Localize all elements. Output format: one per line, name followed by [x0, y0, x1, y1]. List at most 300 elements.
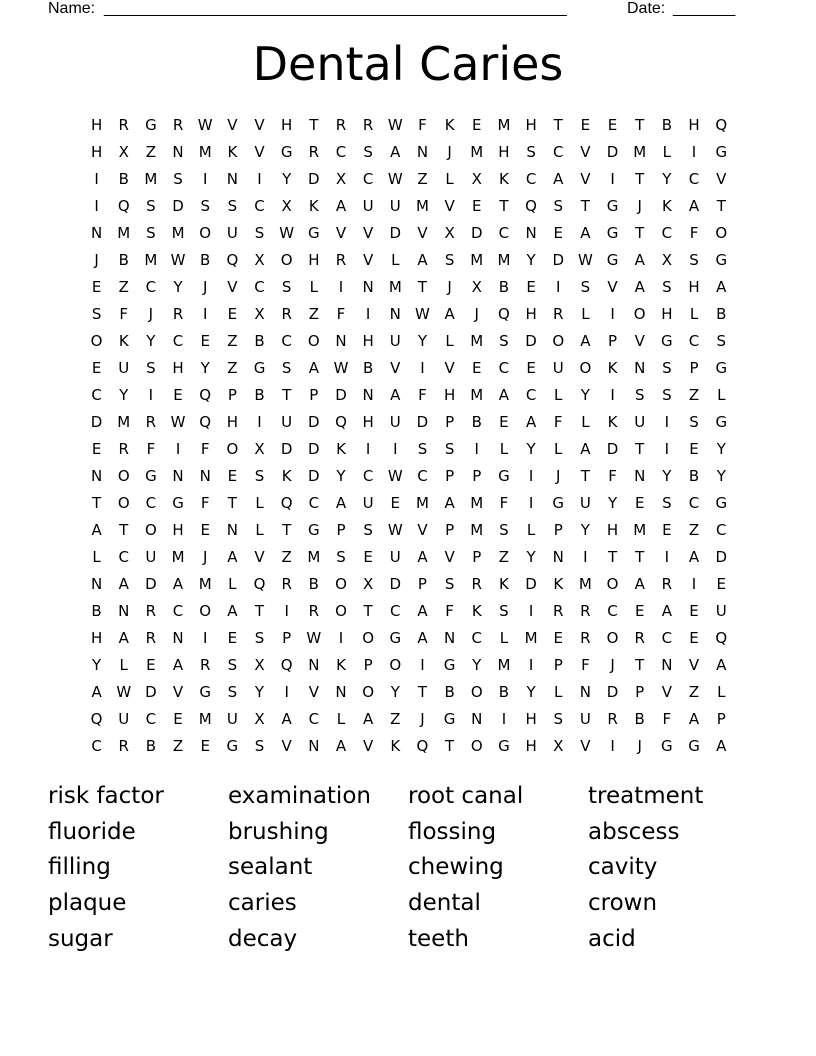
grid-letter[interactable]: O — [552, 332, 565, 350]
grid-letter[interactable]: B — [308, 575, 319, 593]
date-field-line[interactable]: _______ — [673, 0, 736, 17]
grid-letter[interactable]: L — [526, 521, 536, 539]
grid-letter[interactable]: I — [610, 170, 615, 188]
grid-letter[interactable]: G — [443, 656, 456, 674]
grid-letter[interactable]: A — [335, 737, 347, 755]
grid-letter[interactable]: V — [634, 332, 645, 350]
grid-letter[interactable]: F — [608, 467, 617, 485]
grid-letter[interactable]: M — [470, 143, 484, 161]
grid-letter[interactable]: X — [254, 440, 265, 458]
grid-letter[interactable]: R — [118, 440, 129, 458]
grid-letter[interactable]: N — [118, 602, 130, 620]
grid-letter[interactable]: I — [420, 359, 425, 377]
grid-letter[interactable]: D — [308, 440, 320, 458]
grid-letter[interactable]: D — [172, 197, 184, 215]
grid-letter[interactable]: O — [335, 575, 347, 593]
grid-letter[interactable]: G — [280, 143, 293, 161]
grid-letter[interactable]: X — [254, 251, 265, 269]
grid-letter[interactable]: Y — [254, 683, 265, 701]
grid-letter[interactable]: R — [118, 116, 129, 134]
grid-letter[interactable]: C — [471, 629, 482, 647]
grid-letter[interactable]: D — [90, 413, 103, 431]
grid-letter[interactable]: U — [389, 197, 401, 215]
grid-letter[interactable]: V — [688, 656, 700, 674]
grid-letter[interactable]: S — [336, 548, 346, 566]
grid-letter[interactable]: E — [173, 710, 183, 728]
grid-letter[interactable]: I — [338, 629, 344, 647]
grid-letter[interactable]: Y — [607, 494, 618, 512]
grid-letter[interactable]: S — [363, 521, 373, 539]
grid-letter[interactable]: S — [417, 440, 428, 458]
grid-letter[interactable]: V — [363, 737, 374, 755]
grid-letter[interactable]: W — [279, 224, 295, 242]
grid-letter[interactable]: C — [498, 359, 510, 377]
grid-letter[interactable]: O — [117, 494, 130, 512]
grid-letter[interactable]: W — [387, 170, 403, 188]
grid-letter[interactable]: R — [362, 116, 374, 134]
grid-letter[interactable]: C — [716, 521, 727, 539]
grid-letter[interactable]: M — [497, 116, 511, 134]
grid-letter[interactable]: R — [172, 116, 184, 134]
grid-letter[interactable]: S — [444, 251, 455, 269]
grid-letter[interactable]: F — [336, 305, 346, 323]
grid-letter[interactable]: E — [716, 575, 727, 593]
grid-letter[interactable]: O — [117, 467, 130, 485]
grid-letter[interactable]: R — [118, 737, 129, 755]
grid-letter[interactable]: R — [335, 116, 347, 134]
grid-letter[interactable]: S — [91, 305, 102, 323]
grid-letter[interactable]: N — [335, 683, 347, 701]
grid-letter[interactable]: Y — [662, 467, 672, 485]
grid-letter[interactable]: I — [202, 170, 208, 188]
grid-letter[interactable]: A — [118, 629, 129, 647]
grid-letter[interactable]: H — [362, 413, 374, 431]
grid-letter[interactable]: M — [171, 224, 185, 242]
grid-letter[interactable]: E — [526, 359, 536, 377]
grid-letter[interactable]: I — [501, 710, 507, 728]
grid-letter[interactable]: D — [416, 413, 429, 431]
grid-letter[interactable]: L — [119, 656, 128, 674]
grid-letter[interactable]: S — [146, 197, 156, 215]
grid-letter[interactable]: D — [552, 251, 565, 269]
grid-letter[interactable]: P — [227, 386, 237, 404]
grid-letter[interactable]: R — [335, 251, 347, 269]
grid-letter[interactable]: R — [553, 602, 564, 620]
grid-letter[interactable]: K — [444, 116, 455, 134]
grid-letter[interactable]: T — [580, 197, 590, 215]
grid-letter[interactable]: J — [447, 278, 452, 296]
grid-letter[interactable]: A — [688, 548, 700, 566]
grid-letter[interactable]: J — [420, 710, 425, 728]
grid-letter[interactable]: D — [389, 575, 402, 593]
grid-letter[interactable]: O — [226, 440, 239, 458]
grid-letter[interactable]: H — [525, 305, 537, 323]
grid-letter[interactable]: W — [387, 521, 403, 539]
grid-letter[interactable]: J — [610, 656, 615, 674]
grid-letter[interactable]: F — [499, 494, 509, 512]
grid-letter[interactable]: A — [661, 602, 672, 620]
grid-letter[interactable]: S — [281, 359, 292, 377]
grid-letter[interactable]: I — [528, 656, 534, 674]
grid-letter[interactable]: S — [363, 143, 373, 161]
grid-letter[interactable]: A — [525, 413, 537, 431]
grid-letter[interactable]: Z — [688, 386, 700, 404]
grid-letter[interactable]: C — [607, 602, 618, 620]
grid-letter[interactable]: H — [661, 305, 673, 323]
grid-letter[interactable]: M — [198, 710, 212, 728]
grid-letter[interactable]: Y — [716, 467, 726, 485]
grid-letter[interactable]: O — [144, 521, 157, 539]
grid-letter[interactable]: J — [474, 305, 479, 323]
grid-letter[interactable]: U — [145, 548, 157, 566]
grid-letter[interactable]: K — [607, 413, 618, 431]
grid-letter[interactable]: W — [387, 467, 403, 485]
grid-letter[interactable]: A — [634, 575, 645, 593]
grid-letter[interactable]: N — [335, 332, 347, 350]
grid-letter[interactable]: M — [198, 143, 212, 161]
grid-letter[interactable]: Q — [117, 197, 130, 215]
grid-letter[interactable]: U — [715, 602, 727, 620]
grid-letter[interactable]: H — [525, 737, 537, 755]
grid-letter[interactable]: N — [226, 521, 238, 539]
grid-letter[interactable]: J — [637, 737, 642, 755]
grid-letter[interactable]: Z — [688, 683, 700, 701]
grid-letter[interactable]: I — [284, 602, 289, 620]
grid-letter[interactable]: C — [91, 386, 102, 404]
grid-letter[interactable]: Y — [200, 359, 210, 377]
grid-letter[interactable]: C — [281, 332, 292, 350]
grid-letter[interactable]: R — [281, 305, 292, 323]
grid-letter[interactable]: X — [363, 575, 374, 593]
grid-letter[interactable]: N — [308, 656, 320, 674]
grid-letter[interactable]: N — [525, 224, 537, 242]
grid-letter[interactable]: G — [715, 359, 728, 377]
grid-letter[interactable]: T — [363, 602, 373, 620]
grid-letter[interactable]: S — [254, 224, 265, 242]
grid-letter[interactable]: G — [308, 224, 320, 242]
grid-letter[interactable]: O — [362, 629, 375, 647]
grid-letter[interactable]: E — [472, 359, 482, 377]
grid-letter[interactable]: I — [202, 629, 208, 647]
grid-letter[interactable]: O — [199, 224, 212, 242]
grid-letter[interactable]: V — [580, 170, 591, 188]
grid-letter[interactable]: W — [116, 683, 132, 701]
grid-letter[interactable]: U — [281, 413, 293, 431]
grid-letter[interactable]: Y — [526, 440, 536, 458]
grid-letter[interactable]: U — [118, 710, 130, 728]
grid-letter[interactable]: A — [716, 278, 727, 296]
grid-letter[interactable]: R — [145, 629, 157, 647]
grid-letter[interactable]: M — [307, 548, 321, 566]
grid-letter[interactable]: M — [117, 224, 131, 242]
grid-letter[interactable]: G — [606, 224, 619, 242]
grid-letter[interactable]: M — [470, 386, 484, 404]
grid-letter[interactable]: C — [254, 197, 265, 215]
grid-letter[interactable]: G — [661, 332, 673, 350]
grid-letter[interactable]: N — [579, 683, 591, 701]
grid-letter[interactable]: R — [580, 602, 591, 620]
grid-letter[interactable]: F — [146, 440, 156, 458]
grid-letter[interactable]: V — [716, 170, 727, 188]
grid-letter[interactable]: O — [199, 602, 212, 620]
grid-letter[interactable]: S — [689, 251, 699, 269]
grid-letter[interactable]: M — [144, 251, 158, 269]
grid-letter[interactable]: N — [362, 278, 374, 296]
grid-letter[interactable]: E — [472, 197, 482, 215]
grid-letter[interactable]: I — [338, 278, 344, 296]
grid-letter[interactable]: A — [580, 332, 591, 350]
grid-letter[interactable]: V — [661, 683, 672, 701]
grid-letter[interactable]: E — [553, 629, 563, 647]
grid-letter[interactable]: U — [389, 332, 401, 350]
grid-letter[interactable]: S — [499, 332, 509, 350]
grid-letter[interactable]: E — [634, 602, 645, 620]
grid-letter[interactable]: D — [525, 332, 537, 350]
grid-letter[interactable]: B — [118, 170, 129, 188]
grid-letter[interactable]: K — [227, 143, 238, 161]
grid-letter[interactable]: Y — [282, 170, 292, 188]
grid-letter[interactable]: M — [198, 575, 212, 593]
grid-letter[interactable]: A — [417, 602, 428, 620]
grid-letter[interactable]: X — [661, 251, 672, 269]
grid-letter[interactable]: X — [281, 197, 292, 215]
grid-letter[interactable]: Z — [227, 359, 238, 377]
grid-letter[interactable]: S — [499, 602, 509, 620]
grid-letter[interactable]: C — [172, 332, 184, 350]
grid-letter[interactable]: B — [444, 683, 455, 701]
grid-letter[interactable]: G — [715, 413, 728, 431]
grid-letter[interactable]: D — [308, 467, 320, 485]
grid-letter[interactable]: X — [118, 143, 129, 161]
grid-letter[interactable]: R — [634, 629, 645, 647]
grid-letter[interactable]: E — [227, 467, 238, 485]
grid-letter[interactable]: P — [635, 683, 645, 701]
grid-letter[interactable]: R — [607, 710, 618, 728]
grid-letter[interactable]: C — [145, 278, 157, 296]
grid-letter[interactable]: T — [417, 683, 428, 701]
grid-letter[interactable]: V — [580, 737, 591, 755]
grid-letter[interactable]: Y — [580, 521, 590, 539]
grid-letter[interactable]: I — [257, 170, 262, 188]
grid-letter[interactable]: G — [498, 737, 510, 755]
grid-letter[interactable]: X — [254, 656, 265, 674]
grid-letter[interactable]: R — [281, 575, 292, 593]
grid-letter[interactable]: Y — [146, 332, 156, 350]
grid-letter[interactable]: Q — [715, 629, 728, 647]
grid-letter[interactable]: L — [228, 575, 237, 593]
grid-letter[interactable]: V — [254, 548, 265, 566]
grid-letter[interactable]: B — [471, 413, 482, 431]
grid-letter[interactable]: M — [497, 656, 511, 674]
grid-letter[interactable]: W — [415, 305, 430, 323]
grid-letter[interactable]: Q — [715, 116, 728, 134]
grid-letter[interactable]: S — [662, 278, 672, 296]
grid-letter[interactable]: W — [170, 413, 186, 431]
grid-letter[interactable]: E — [363, 548, 373, 566]
grid-letter[interactable]: E — [390, 494, 401, 512]
grid-letter[interactable]: X — [553, 737, 564, 755]
grid-letter[interactable]: B — [716, 305, 727, 323]
grid-letter[interactable]: A — [390, 386, 401, 404]
grid-letter[interactable]: Q — [280, 494, 293, 512]
grid-letter[interactable]: I — [691, 575, 697, 593]
grid-letter[interactable]: V — [172, 683, 184, 701]
grid-letter[interactable]: O — [579, 359, 592, 377]
grid-letter[interactable]: N — [172, 467, 184, 485]
grid-letter[interactable]: N — [172, 143, 184, 161]
grid-letter[interactable]: S — [662, 494, 672, 512]
grid-letter[interactable]: T — [309, 116, 319, 134]
grid-letter[interactable]: P — [282, 629, 292, 647]
grid-letter[interactable]: G — [172, 494, 184, 512]
grid-letter[interactable]: U — [362, 494, 374, 512]
grid-letter[interactable]: C — [525, 386, 537, 404]
grid-letter[interactable]: M — [117, 413, 131, 431]
grid-letter[interactable]: E — [91, 359, 102, 377]
grid-letter[interactable]: C — [688, 332, 700, 350]
grid-letter[interactable]: Q — [525, 197, 537, 215]
grid-letter[interactable]: M — [470, 332, 484, 350]
grid-letter[interactable]: I — [284, 683, 289, 701]
grid-letter[interactable]: Y — [472, 656, 482, 674]
grid-letter[interactable]: D — [145, 575, 157, 593]
grid-letter[interactable]: A — [363, 710, 374, 728]
grid-letter[interactable]: T — [254, 602, 265, 620]
grid-letter[interactable]: E — [200, 521, 210, 539]
grid-letter[interactable]: T — [499, 197, 509, 215]
grid-letter[interactable]: G — [498, 467, 510, 485]
grid-letter[interactable]: W — [387, 116, 403, 134]
grid-letter[interactable]: C — [308, 710, 320, 728]
grid-letter[interactable]: T — [227, 494, 237, 512]
grid-letter[interactable]: G — [606, 251, 619, 269]
grid-letter[interactable]: Y — [526, 548, 536, 566]
grid-letter[interactable]: I — [148, 386, 154, 404]
grid-letter[interactable]: A — [417, 251, 428, 269]
grid-letter[interactable]: N — [661, 656, 673, 674]
grid-letter[interactable]: M — [578, 575, 592, 593]
grid-letter[interactable]: P — [472, 467, 482, 485]
grid-letter[interactable]: J — [202, 278, 208, 296]
grid-letter[interactable]: D — [715, 548, 728, 566]
grid-letter[interactable]: G — [715, 494, 728, 512]
grid-letter[interactable]: N — [552, 548, 564, 566]
grid-letter[interactable]: B — [362, 359, 374, 377]
grid-letter[interactable]: H — [606, 521, 619, 539]
grid-letter[interactable]: F — [418, 386, 427, 404]
grid-letter[interactable]: A — [444, 305, 455, 323]
grid-letter[interactable]: V — [444, 197, 455, 215]
grid-letter[interactable]: L — [92, 548, 101, 566]
grid-letter[interactable]: O — [606, 629, 619, 647]
grid-letter[interactable]: D — [389, 224, 402, 242]
grid-letter[interactable]: C — [498, 224, 510, 242]
grid-letter[interactable]: N — [226, 170, 238, 188]
grid-letter[interactable]: A — [716, 737, 727, 755]
grid-letter[interactable]: L — [499, 629, 509, 647]
grid-letter[interactable]: J — [447, 143, 452, 161]
grid-letter[interactable]: S — [580, 278, 591, 296]
grid-letter[interactable]: P — [608, 332, 618, 350]
grid-letter[interactable]: A — [688, 710, 700, 728]
grid-letter[interactable]: Z — [227, 332, 238, 350]
grid-letter[interactable]: P — [553, 656, 563, 674]
grid-letter[interactable]: H — [90, 629, 103, 647]
grid-letter[interactable]: X — [254, 305, 265, 323]
grid-letter[interactable]: L — [554, 683, 563, 701]
grid-letter[interactable]: I — [420, 656, 425, 674]
grid-letter[interactable]: A — [91, 521, 102, 539]
grid-letter[interactable]: W — [170, 251, 186, 269]
grid-letter[interactable]: D — [525, 575, 537, 593]
grid-letter[interactable]: V — [607, 278, 618, 296]
grid-letter[interactable]: H — [172, 521, 184, 539]
grid-letter[interactable]: G — [688, 737, 700, 755]
grid-letter[interactable]: A — [444, 494, 455, 512]
grid-letter[interactable]: V — [363, 224, 374, 242]
grid-letter[interactable]: O — [606, 575, 619, 593]
grid-letter[interactable]: K — [281, 467, 292, 485]
grid-letter[interactable]: C — [91, 737, 102, 755]
grid-letter[interactable]: T — [282, 386, 292, 404]
grid-letter[interactable]: P — [553, 521, 563, 539]
grid-letter[interactable]: E — [227, 305, 238, 323]
grid-letter[interactable]: I — [691, 143, 697, 161]
grid-letter[interactable]: Z — [118, 278, 129, 296]
grid-letter[interactable]: G — [145, 116, 157, 134]
grid-letter[interactable]: I — [664, 548, 670, 566]
grid-letter[interactable]: Y — [526, 251, 536, 269]
grid-letter[interactable]: B — [634, 710, 645, 728]
grid-letter[interactable]: S — [146, 359, 156, 377]
grid-letter[interactable]: U — [389, 548, 401, 566]
grid-letter[interactable]: N — [90, 224, 103, 242]
grid-letter[interactable]: C — [335, 143, 347, 161]
grid-letter[interactable]: D — [145, 683, 157, 701]
grid-letter[interactable]: E — [689, 602, 699, 620]
grid-letter[interactable]: Z — [172, 737, 184, 755]
grid-letter[interactable]: Y — [91, 656, 102, 674]
grid-letter[interactable]: A — [688, 197, 700, 215]
grid-letter[interactable]: C — [362, 467, 374, 485]
grid-letter[interactable]: W — [577, 251, 593, 269]
grid-letter[interactable]: Q — [199, 386, 212, 404]
grid-letter[interactable]: B — [118, 251, 129, 269]
grid-letter[interactable]: V — [227, 116, 238, 134]
grid-letter[interactable]: A — [634, 251, 645, 269]
grid-letter[interactable]: V — [444, 359, 455, 377]
grid-letter[interactable]: I — [528, 494, 534, 512]
grid-letter[interactable]: H — [688, 116, 700, 134]
grid-letter[interactable]: L — [717, 386, 726, 404]
grid-letter[interactable]: L — [662, 143, 672, 161]
grid-letter[interactable]: H — [281, 116, 293, 134]
grid-letter[interactable]: P — [472, 548, 482, 566]
grid-letter[interactable]: E — [634, 494, 645, 512]
grid-letter[interactable]: L — [391, 251, 400, 269]
grid-letter[interactable]: E — [200, 737, 210, 755]
grid-letter[interactable]: E — [91, 278, 102, 296]
grid-letter[interactable]: S — [716, 332, 727, 350]
grid-letter[interactable]: D — [280, 440, 293, 458]
grid-letter[interactable]: O — [715, 224, 728, 242]
grid-letter[interactable]: I — [528, 467, 534, 485]
grid-letter[interactable]: I — [393, 440, 398, 458]
grid-letter[interactable]: M — [388, 278, 402, 296]
grid-letter[interactable]: I — [474, 440, 479, 458]
grid-letter[interactable]: V — [444, 548, 455, 566]
grid-letter[interactable]: C — [308, 494, 320, 512]
